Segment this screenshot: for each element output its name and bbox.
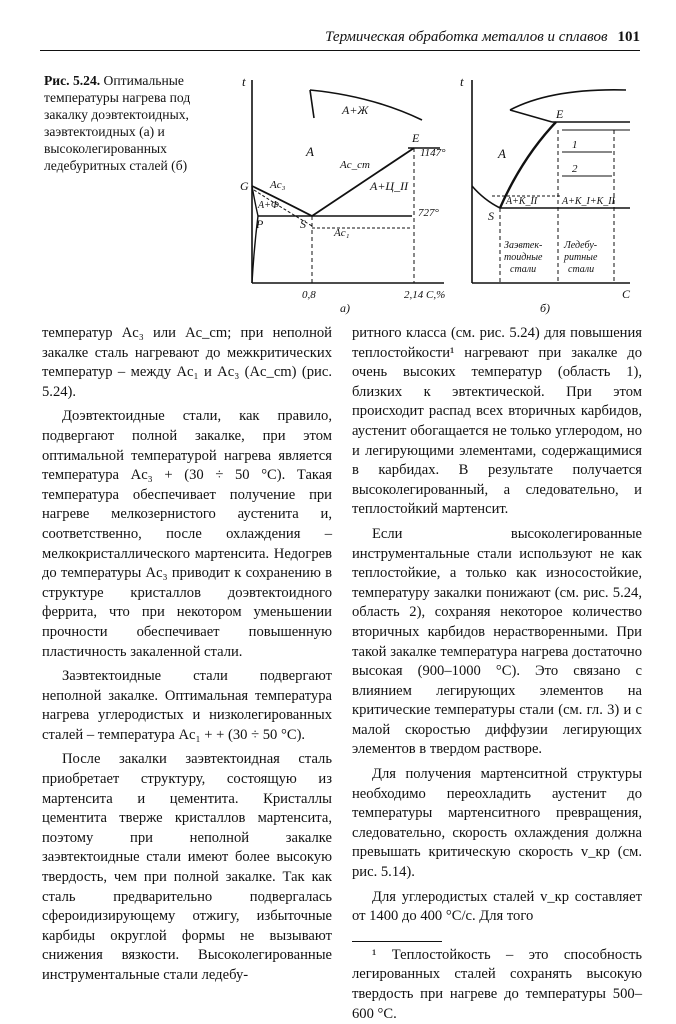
zone-right-2: ритные — [564, 252, 598, 263]
figure-5-24 — [222, 68, 652, 318]
zone-right-1: Ледебу- — [564, 240, 598, 251]
body-text — [42, 324, 642, 1024]
axis-c-b: C — [622, 287, 631, 301]
right-column — [352, 324, 642, 1024]
label-a-f: А+Ф — [258, 200, 279, 211]
phase-diagrams — [222, 68, 652, 318]
label-g: G — [240, 179, 249, 193]
label-region-1: 1 — [572, 139, 578, 151]
paragraph: После закалки заэвтектоидная сталь приобретает структуру, состоящую из мартенсита и цементита. Кристаллы цементита тверже кристаллов мартенсита, поэтому при неполной закалке заэвтектоидные стали имеют более высокую твердость, чем при полной закалке. Так как сталь предварительно подвергалась сфероидизирующему отжигу, избыточные карбиды округлой формы не вызывают снижения вязкости. Высоколегированные инструментальные стали ледебу- — [42, 751, 332, 983]
figure-caption — [44, 72, 216, 174]
page-number: 101 — [617, 28, 640, 45]
label-austenite-a: А — [306, 144, 314, 159]
sublabel-b: б) — [540, 301, 551, 315]
label-a-ki-kii: А+К_I+К_II — [562, 196, 615, 207]
label-1147: 1147° — [420, 147, 446, 159]
paragraph: Если высоколегированные инструментальные стали используют не как теплостойкие, а только как износостойкие, температуру закалки понижают (см. рис. 5.24, область 2), сохраняя некоторое количество вторичных карбидов нерастворенными. При такой закалке температура нагрева достаточно высокая (900–1000 °C). Это связано с влиянием легирующих элементов на критические температуры стали (см. гл. 3) и с малой скоростью диффузии легирующих элементов в твердом растворе. — [352, 525, 642, 758]
caption-text: Оптимальные температуры нагрева под закалку доэвтектоидных, заэвтектоидных (а) и высоколегированных ледебуритных сталей (б) — [44, 73, 191, 173]
page-header — [40, 24, 640, 51]
label-ac3: Ac₃ — [270, 179, 286, 191]
axis-t-b: t — [460, 74, 464, 89]
paragraph: Заэвтектоидные стали подвергают неполной закалке. Оптимальная температура нагрева углеродистых и низколегированных сталей – температура Ac₁ + + (30 ÷ 50 °C). — [42, 668, 332, 743]
diagram-a — [240, 74, 446, 315]
label-s-b: S — [488, 209, 494, 223]
zone-left-1: Заэвтек- — [504, 240, 543, 251]
label-e: E — [412, 131, 420, 145]
zone-left-2: тоидные — [504, 252, 543, 263]
label-a-kii: А+К_II — [506, 196, 538, 207]
zone-right-3: стали — [568, 264, 595, 275]
label-ac1: Ac₁ — [334, 227, 350, 239]
gs-line-b — [472, 186, 500, 208]
label-0-8: 0,8 — [302, 289, 316, 301]
axis-t-a: t — [242, 74, 246, 89]
label-austenite-b: А — [498, 146, 506, 161]
label-p: P — [256, 217, 264, 231]
label-727: 727° — [418, 207, 439, 219]
label-s: S — [300, 217, 306, 231]
paragraph: температур Ac₃ или Ac_cm; при неполной закалке сталь нагревают до межкритических температур – между Ac₁ и Ac₃ (Ac_cm) (рис. 5.24). — [42, 325, 332, 400]
label-e-b: E — [556, 107, 564, 121]
paragraph: Для получения мартенситной структуры необходимо переохладить аустенит до температуры мартенситного превращения, следовательно, скорость охлаждения должна превышать критическую скорость v_кр (см. рис. 5.14). — [352, 766, 642, 881]
paragraph: Доэвтектоидные стали, как правило, подвергают полной закалке, при этом оптимальной температурой нагрева является температура Ac₃ + (30 ÷ 50 °C). Такая температура обеспечивает получение при нагреве мелкозернистого аустенита и, соответственно, после охлаждения – мелкокристаллического мартенсита. Недогрев до температуры Ac₃ приводит к сохранению в структуре кристаллов доэвтектоидного феррита, что при некотором уменьшении прочности обеспечивает повышенную пластичность закаленной стали. — [42, 408, 332, 660]
diagram-b — [460, 74, 631, 315]
left-column — [42, 324, 332, 1024]
paragraph: ритного класса (см. рис. 5.24) для повышения теплостойкости¹ нагревают при закалке до очень высоких температур (область 1), близких к эвтектической. При этом происходит распад всех вторичных карбидов, аустенит обогащается не только углеродом, но и легирующими элементами, содержащимися в карбидах. В результате получается высоколегированный, а следовательно, и теплостойкий мартенсит. — [352, 325, 642, 518]
label-liquid: А+Ж — [342, 103, 369, 117]
label-acm: Ac_cm — [340, 159, 370, 171]
running-title: Термическая обработка металлов и сплавов — [325, 28, 608, 45]
label-a-cii: А+Ц_II — [370, 179, 409, 193]
footnote: ¹ Теплостойкость – это способность легированных сталей сохранять высокую твердость при нагреве до температуры 500–600 °C. — [352, 946, 642, 1022]
solidus-left — [310, 90, 314, 118]
label-region-2: 2 — [572, 163, 578, 175]
solidus-b — [510, 110, 552, 122]
zone-left-3: стали — [510, 264, 537, 275]
sublabel-a: а) — [340, 301, 350, 315]
paragraph: Для углеродистых сталей v_кр составляет от 1400 до 400 °C/c. Для того — [352, 888, 642, 925]
figure-label: Рис. 5.24. — [44, 73, 101, 88]
label-2-14: 2,14 C,% — [404, 289, 446, 301]
liquidus-b — [510, 90, 626, 110]
